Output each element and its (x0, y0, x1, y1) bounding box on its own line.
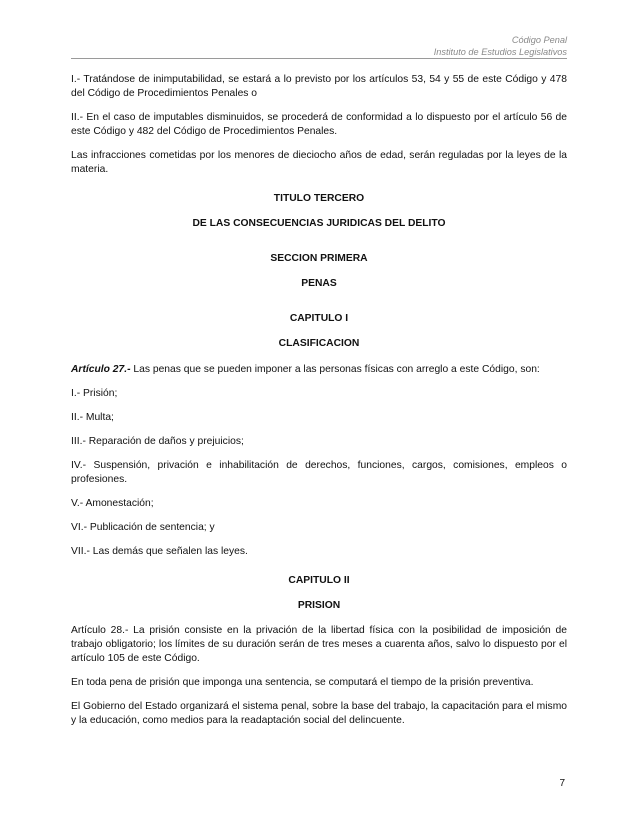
paragraph-gobierno: El Gobierno del Estado organizará el sistema penal, sobre la base del trabajo, la capacitación para el mismo y la educación, como medios para la readaptación social del delincuente. (71, 701, 567, 726)
paragraph-prision-preventiva: En toda pena de prisión que imponga una sentencia, se computará el tiempo de la prisión preventiva. (71, 677, 534, 688)
pena-item: II.- Multa; (71, 412, 114, 423)
document-body (71, 73, 567, 738)
article-27-text: Las penas que se pueden imponer a las personas físicas con arreglo a este Código, son: (130, 364, 540, 375)
titulo-subheading: DE LAS CONSECUENCIAS JURIDICAS DEL DELITO (192, 218, 446, 229)
seccion-heading: SECCION PRIMERA (270, 253, 368, 264)
capitulo-i-heading: CAPITULO I (289, 313, 349, 324)
pena-item: VI.- Publicación de sentencia; y (71, 522, 215, 533)
pena-item: V.- Amonestación; (71, 498, 154, 509)
pena-item: IV.- Suspensión, privación e inhabilitación de derechos, funciones, cargos, comisiones, empleos o profesiones. (71, 460, 567, 485)
paragraph-inimputabilidad-i: I.- Tratándose de inimputabilidad, se estará a lo previsto por los artículos 53, 54 y 55 de este Código y 478 del Código de Procedimientos Penales o (71, 74, 567, 99)
seccion-subheading: PENAS (301, 278, 337, 289)
header-rule (71, 58, 567, 59)
article-27 (71, 363, 567, 377)
page-number: 7 (559, 778, 565, 789)
article-27-label: Artículo 27.- (71, 364, 131, 375)
capitulo-ii-heading: CAPITULO II (288, 575, 350, 586)
header-title: Código Penal (511, 35, 567, 45)
capitulo-i-subheading: CLASIFICACION (278, 338, 360, 349)
capitulo-ii-subheading: PRISION (297, 600, 341, 611)
pena-item: VII.- Las demás que señalen las leyes. (71, 546, 248, 557)
paragraph-menores: Las infracciones cometidas por los menores de dieciocho años de edad, serán reguladas por la leyes de la materia. (71, 150, 567, 175)
pena-item: I.- Prisión; (71, 388, 118, 399)
pena-item: III.- Reparación de daños y prejuicios; (71, 436, 244, 447)
article-28: Artículo 28.- La prisión consiste en la privación de la libertad física con la posibilidad de imposición de trabajo obligatorio; los límites de su duración serán de tres meses a cuarenta años, salvo lo dispuesto por el artículo 105 de este Código. (71, 625, 567, 664)
header-institute: Instituto de Estudios Legislativos (433, 47, 567, 57)
paragraph-inimputabilidad-ii: II.- En el caso de imputables disminuidos, se procederá de conformidad a lo dispuesto por el artículo 56 de este Código y 482 del Código de Procedimientos Penales. (71, 112, 567, 137)
page-header (434, 34, 567, 58)
titulo-heading: TITULO TERCERO (273, 193, 365, 204)
